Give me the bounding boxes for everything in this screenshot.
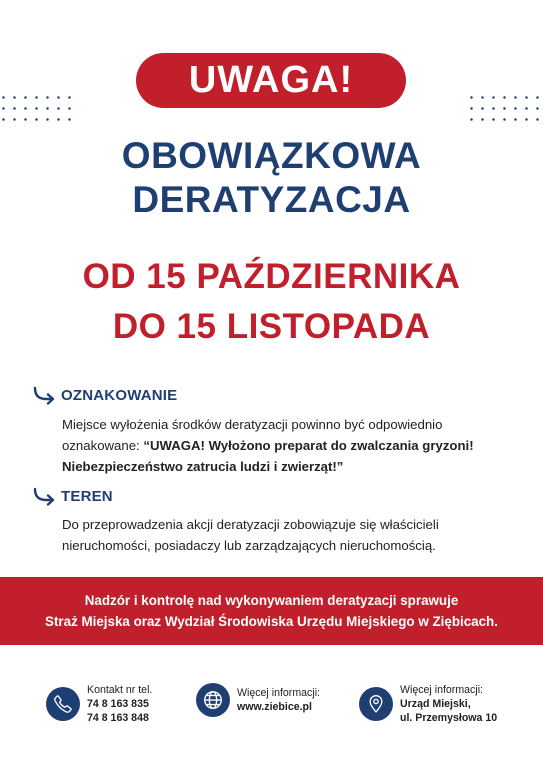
- section-heading-text: TEREN: [61, 487, 113, 505]
- arrow-icon: [32, 385, 56, 405]
- phone-number-1: 74 8 163 835: [87, 698, 149, 710]
- section-oznakowanie-text: [62, 414, 522, 477]
- dots-decoration-left: [0, 92, 76, 126]
- phone-number-2: 74 8 163 848: [87, 712, 149, 724]
- globe-icon: [196, 683, 230, 717]
- contact-label: Kontakt nr tel.: [87, 684, 153, 696]
- address-line2: ul. Przemysłowa 10: [400, 712, 498, 724]
- address-line1: Urząd Miejski,: [400, 698, 471, 710]
- website-label: Więcej informacji:: [237, 687, 321, 699]
- footer-website: [196, 683, 320, 717]
- location-pin-icon: [359, 687, 393, 721]
- address-label: Więcej informacji:: [400, 684, 484, 696]
- banner-line1: Nadzór i kontrolę nad wykonywaniem deratyzacji sprawuje: [84, 593, 459, 608]
- section-heading-text: OZNAKOWANIE: [61, 386, 178, 404]
- warning-badge-text: UWAGA!: [188, 59, 354, 101]
- footer-address: [359, 683, 497, 725]
- section-teren-heading: [32, 486, 113, 506]
- warning-quote: “UWAGA! Wyłożono preparat do zwalczania gryzoni! Niebezpieczeństwo zatrucia ludzi i zwierząt!”: [62, 438, 474, 474]
- title-line2: DERATYZACJA: [132, 179, 411, 220]
- supervision-banner: [0, 577, 543, 645]
- title-line1: OBOWIĄZKOWA: [121, 135, 422, 176]
- section-teren-text: Do przeprowadzenia akcji deratyzacji zobowiązuje się właścicieli nieruchomości, posiadaczy lub zarządzających nieruchomością.: [62, 517, 439, 553]
- footer-contact: [46, 683, 152, 725]
- section-text: Miejsce wyłożenia środków deratyzacji powinno być odpowiednio oznakowane:: [62, 417, 443, 453]
- arrow-icon: [32, 486, 56, 506]
- warning-badge: [136, 53, 406, 108]
- section-oznakowanie-heading: [32, 385, 177, 405]
- banner-line2: Straż Miejska oraz Wydział Środowiska Urzędu Miejskiego w Ziębicach.: [45, 614, 498, 629]
- phone-icon: [46, 687, 80, 721]
- dots-decoration-right: [466, 92, 543, 126]
- date-line2: DO 15 LISTOPADA: [112, 307, 431, 346]
- date-line1: OD 15 PAŹDZIERNIKA: [82, 257, 461, 296]
- website-link[interactable]: www.ziebice.pl: [237, 701, 312, 713]
